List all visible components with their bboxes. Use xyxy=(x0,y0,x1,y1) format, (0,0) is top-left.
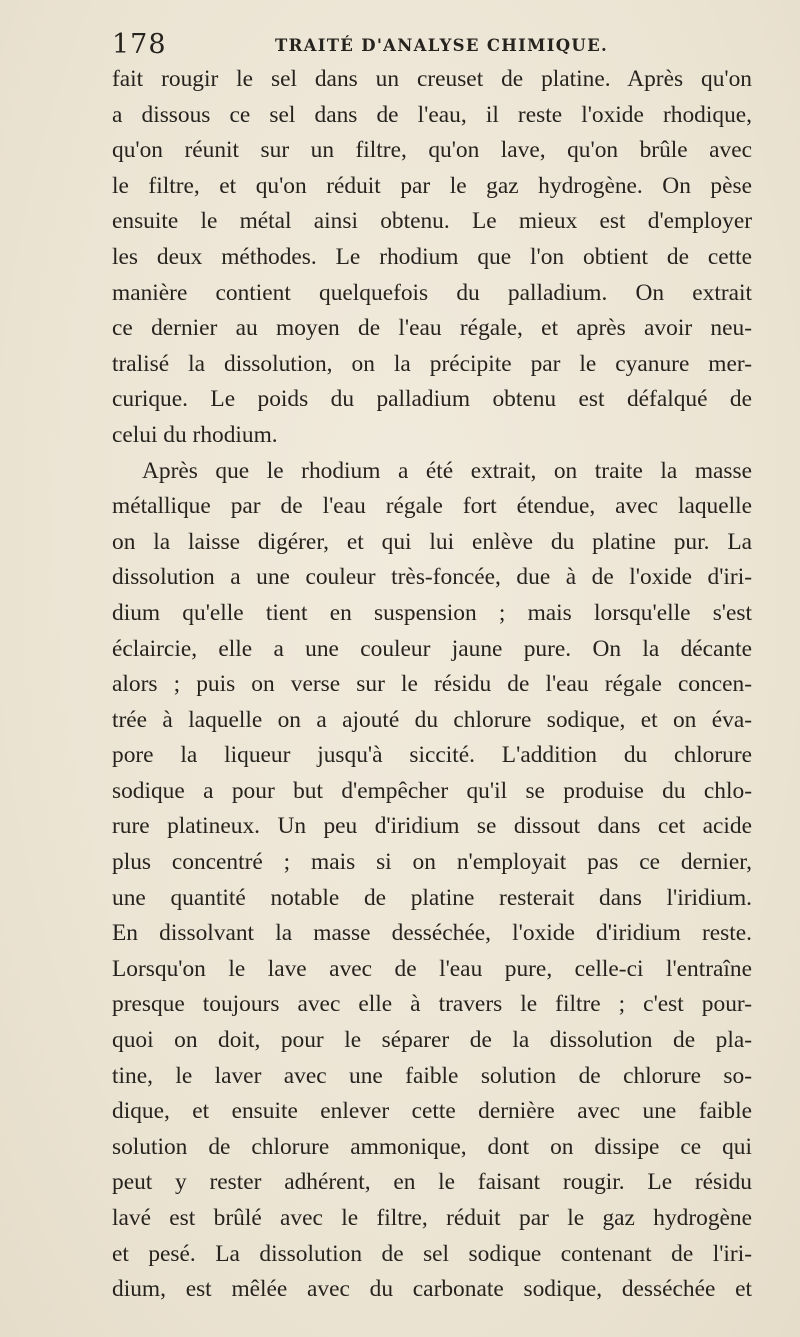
text-line: qu'on réunit sur un filtre, qu'on lave, qu'on brûle avec xyxy=(112,137,752,164)
text-line: tine, le laver avec une faible solution de chlorure so- xyxy=(112,1062,752,1089)
body-text xyxy=(112,62,752,1308)
text-line: ensuite le métal ainsi obtenu. Le mieux est d'employer xyxy=(112,208,752,235)
text-line: rure platineux. Un peu d'iridium se dissout dans cet acide xyxy=(112,813,752,840)
text-line: lavé est brûlé avec le filtre, réduit par le gaz hydrogène xyxy=(112,1205,752,1231)
text-line: presque toujours avec elle à travers le filtre ; c'est pour- xyxy=(112,991,752,1018)
text-line: En dissolvant la masse desséchée, l'oxide d'iridium reste. xyxy=(112,920,752,947)
text-line: ce dernier au moyen de l'eau régale, et après avoir neu- xyxy=(112,315,752,342)
text-line: pore la liqueur jusqu'à siccité. L'addition du chlorure xyxy=(112,742,752,769)
text-line: dissolution a une couleur très-foncée, due à de l'oxide d'iri- xyxy=(112,564,752,591)
text-line: dium qu'elle tient en suspension ; mais lorsqu'elle s'est xyxy=(112,599,752,626)
text-line: les deux méthodes. Le rhodium que l'on obtient de cette xyxy=(112,243,752,270)
text-line: curique. Le poids du palladium obtenu est défalqué de xyxy=(112,386,752,413)
text-line: trée à laquelle on a ajouté du chlorure sodique, et on éva- xyxy=(112,706,752,733)
text-line: dium, est mêlée avec du carbonate sodique, desséchée et xyxy=(112,1276,752,1303)
text-line: a dissous ce sel dans de l'eau, il reste l'oxide rhodique, xyxy=(112,101,752,128)
text-line: Après que le rhodium a été extrait, on traite la masse xyxy=(142,457,752,484)
text-line: alors ; puis on verse sur le résidu de l'eau régale concen- xyxy=(112,671,752,698)
text-line: on la laisse digérer, et qui lui enlève du platine pur. La xyxy=(112,528,752,555)
text-line: quoi on doit, pour le séparer de la dissolution de pla- xyxy=(112,1027,752,1054)
text-line: le filtre, et qu'on réduit par le gaz hydrogène. On pèse xyxy=(112,172,752,199)
text-line: sodique a pour but d'empêcher qu'il se produise du chlo- xyxy=(112,777,752,804)
text-line: Lorsqu'on le lave avec de l'eau pure, celle-ci l'entraîne xyxy=(112,955,752,982)
text-line: éclaircie, elle a une couleur jaune pure. On la décante xyxy=(112,635,752,662)
text-line: solution de chlorure ammonique, dont on dissipe ce qui xyxy=(112,1133,752,1160)
page-number: 178 xyxy=(112,29,167,60)
text-line: et pesé. La dissolution de sel sodique contenant de l'iri- xyxy=(112,1240,752,1267)
text-line: fait rougir le sel dans un creuset de platine. Après qu'on xyxy=(112,66,752,92)
text-line: dique, et ensuite enlever cette dernière avec une faible xyxy=(112,1098,752,1125)
text-line: plus concentré ; mais si on n'employait pas ce dernier, xyxy=(112,849,752,876)
text-line: celui du rhodium. xyxy=(112,421,278,448)
page-header xyxy=(112,28,752,62)
text-line: métallique par de l'eau régale fort étendue, avec laquelle xyxy=(112,493,752,520)
running-title: TRAITÉ D'ANALYSE CHIMIQUE. xyxy=(275,36,609,55)
text-line: manière contient quelquefois du palladium. On extrait xyxy=(112,279,752,306)
text-line: peut y rester adhérent, en le faisant rougir. Le résidu xyxy=(112,1169,752,1196)
text-line: une quantité notable de platine resterait dans l'iridium. xyxy=(112,884,752,911)
text-line: tralisé la dissolution, on la précipite par le cyanure mer- xyxy=(112,350,752,377)
